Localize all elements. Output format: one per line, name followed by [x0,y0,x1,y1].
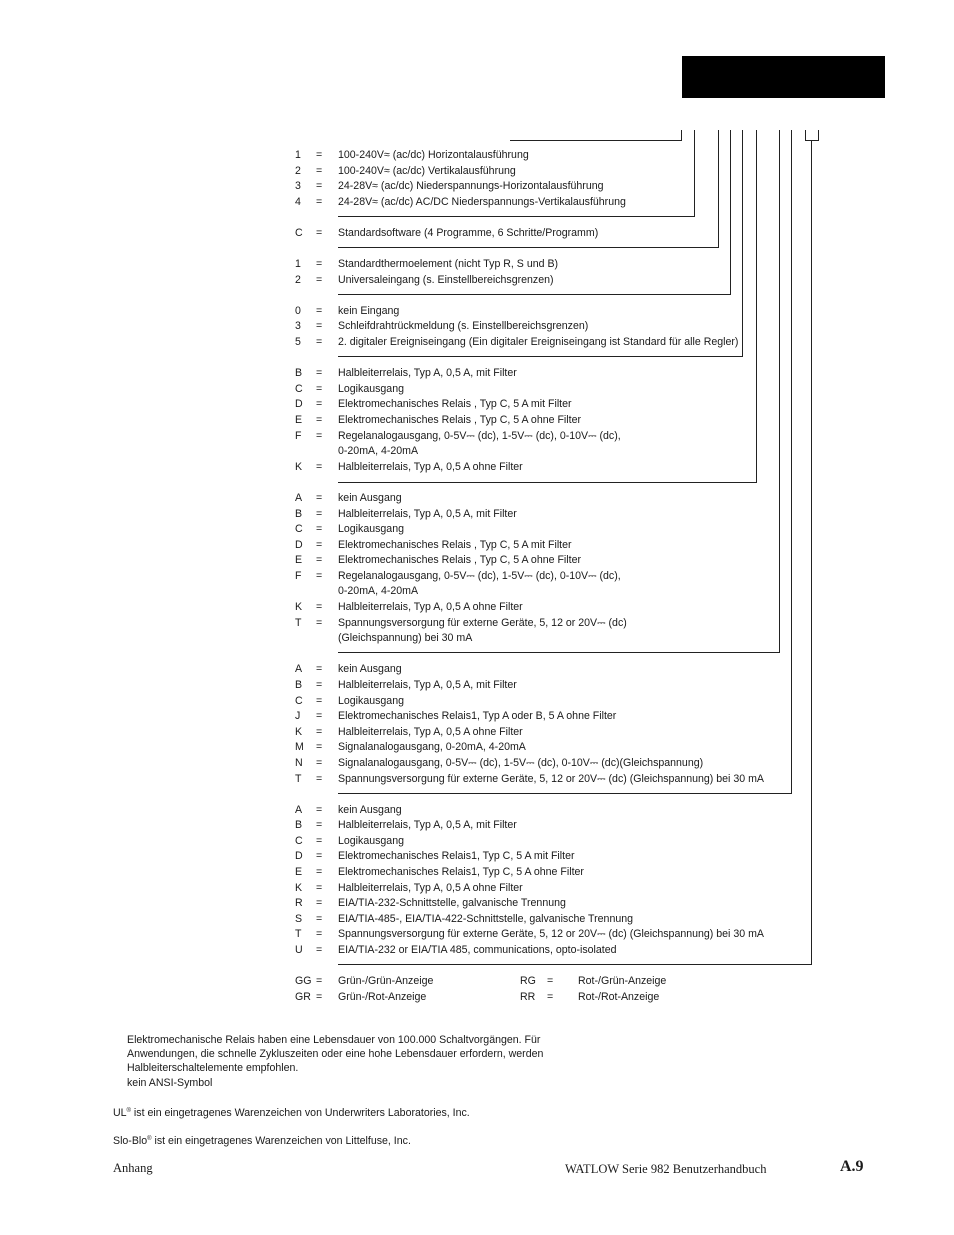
option-code: C [295,227,303,239]
equals-sign: = [316,258,323,270]
equals-sign: = [316,180,323,192]
leader-h [338,793,792,794]
footer-manual-title: WATLOW Serie 982 Benutzerhandbuch [565,1162,767,1176]
equals-sign: = [316,850,323,862]
option-code: C [295,695,303,707]
option-code: 1 [295,149,301,161]
equals-sign: = [316,430,323,442]
option-code: C [295,383,303,395]
option-description: Rot-/Rot-Anzeige [578,991,660,1003]
equals-sign: = [316,461,323,473]
equals-sign: = [316,835,323,847]
option-code: K [295,601,303,613]
option-code: S [295,913,303,925]
option-description: Spannungsversorgung für externe Geräte, 5, 12 or 20V⎓ (dc) (Gleichspannung) bei 30 mA [338,773,764,785]
option-code: K [295,461,303,473]
option-description: 2. digitaler Ereigniseingang (Ein digitaler Ereigniseingang ist Standard für alle Regler) [338,336,739,348]
option-description: Schleifdrahtrückmeldung (s. Einstellbereichsgrenzen) [338,320,589,332]
trademark-name: Slo-Blo [113,1135,148,1147]
option-description: Spannungsversorgung für externe Geräte, 5, 12 or 20V⎓ (dc) [338,617,627,629]
option-description: Halbleiterrelais, Typ A, 0,5 A ohne Filter [338,461,523,473]
equals-sign: = [316,882,323,894]
note-line: Elektromechanische Relais haben eine Lebensdauer von 100.000 Schaltvorgängen. Für [127,1034,541,1046]
option-code: E [295,554,303,566]
option-description: Grün-/Grün-Anzeige [338,975,434,987]
option-description: Elektromechanisches Relais , Typ C, 5 A mit Filter [338,398,572,410]
equals-sign: = [316,336,323,348]
option-description: Grün-/Rot-Anzeige [338,991,427,1003]
option-description: 24-28V≈ (ac/dc) AC/DC Niederspannungs-Vertikalausführung [338,196,626,208]
top-connector-line [510,140,681,141]
equals-sign: = [316,663,323,675]
leader-v [779,130,780,653]
equals-sign: = [316,819,323,831]
page-number: A.9 [840,1158,864,1175]
equals-sign: = [316,196,323,208]
equals-sign: = [316,726,323,738]
option-description: Halbleiterrelais, Typ A, 0,5 A ohne Filter [338,601,523,613]
equals-sign: = [316,398,323,410]
option-code: GR [295,991,311,1003]
option-code: E [295,866,303,878]
equals-sign: = [316,305,323,317]
leader-v [730,130,731,295]
option-description: 0-20mA, 4-20mA [338,445,419,457]
option-description: Logikausgang [338,835,404,847]
option-code: A [295,804,303,816]
leader-h [338,294,731,295]
equals-sign: = [316,866,323,878]
option-description: Logikausgang [338,383,404,395]
equals-sign: = [316,617,323,629]
option-description: EIA/TIA-232-Schnittstelle, galvanische Trennung [338,897,566,909]
leader-v [694,130,695,217]
option-code: 5 [295,336,301,348]
option-code: 1 [295,258,301,270]
option-description: kein Ausgang [338,492,402,504]
option-code: GG [295,975,312,987]
option-description: Logikausgang [338,695,404,707]
equals-sign: = [316,695,323,707]
equals-sign: = [316,165,323,177]
option-description: 0-20mA, 4-20mA [338,585,419,597]
registered-mark: ® [126,1108,131,1114]
equals-sign: = [316,897,323,909]
trademark-text: ist ein eingetragenes Warenzeichen von Underwriters Laboratories, Inc. [130,1107,470,1119]
trademark-text: ist ein eingetragenes Warenzeichen von Littelfuse, Inc. [151,1135,411,1147]
equals-sign: = [316,913,323,925]
option-code: T [295,928,302,940]
trademark-ul [113,1104,470,1120]
note-line: Anwendungen, die schnelle Zykluszeiten oder eine hohe Lebensdauer erfordern, werden [127,1048,544,1061]
option-description: Elektromechanisches Relais1, Typ C, 5 A mit Filter [338,850,575,862]
option-description: Halbleiterrelais, Typ A, 0,5 A, mit Filter [338,508,517,520]
leader-h [338,216,695,217]
option-code: D [295,539,303,551]
option-description: Standardthermoelement (nicht Typ R, S und B) [338,258,559,270]
option-code: 2 [295,274,301,286]
option-description: Regelanalogausgang, 0-5V⎓ (dc), 1-5V⎓ (dc), 0-10V⎓ (dc), [338,430,621,442]
option-code: B [295,367,303,379]
equals-sign: = [316,928,323,940]
leader-v [756,130,757,483]
equals-sign: = [316,601,323,613]
option-description: Elektromechanisches Relais1, Typ C, 5 A ohne Filter [338,866,584,878]
option-description: Spannungsversorgung für externe Geräte, 5, 12 or 20V⎓ (dc) (Gleichspannung) bei 30 mA [338,928,764,940]
option-description: kein Ausgang [338,804,402,816]
equals-sign: = [316,508,323,520]
equals-sign: = [316,804,323,816]
option-code: A [295,663,303,675]
equals-sign: = [316,320,323,332]
option-description: (Gleichspannung) bei 30 mA [338,632,473,644]
option-description: Elektromechanisches Relais , Typ C, 5 A ohne Filter [338,554,581,566]
option-code: 2 [295,165,301,177]
equals-sign: = [316,975,323,987]
equals-sign: = [316,741,323,753]
option-code: M [295,741,304,753]
option-description: 24-28V≈ (ac/dc) Niederspannungs-Horizontalausführung [338,180,604,192]
option-description: 100-240V≈ (ac/dc) Horizontalausführung [338,149,529,161]
leader-h [338,356,743,357]
option-description: Halbleiterrelais, Typ A, 0,5 A, mit Filter [338,819,517,831]
equals-sign: = [316,523,323,535]
option-description: Elektromechanisches Relais , Typ C, 5 A mit Filter [338,539,572,551]
equals-sign: = [316,679,323,691]
option-description: 100-240V≈ (ac/dc) Vertikalausführung [338,165,516,177]
option-description: EIA/TIA-232 or EIA/TIA 485, communications, opto-isolated [338,944,617,956]
leader-v [811,140,812,965]
leader-h [338,652,780,653]
option-code: D [295,398,303,410]
option-description: Regelanalogausgang, 0-5V⎓ (dc), 1-5V⎓ (dc), 0-10V⎓ (dc), [338,570,621,582]
option-description: Halbleiterrelais, Typ A, 0,5 A ohne Filter [338,882,523,894]
option-code: E [295,414,303,426]
option-code: 0 [295,305,301,317]
option-code: B [295,819,303,831]
option-code: U [295,944,303,956]
option-code: F [295,430,302,442]
option-code: T [295,773,302,785]
leader-v [791,130,792,794]
option-description: kein Ausgang [338,663,402,675]
footer-section-name: Anhang [113,1161,153,1175]
section-tab-black [682,56,885,98]
option-code: 3 [295,180,301,192]
option-code: B [295,508,303,520]
option-description: Elektromechanisches Relais , Typ C, 5 A ohne Filter [338,414,581,426]
equals-sign: = [316,944,323,956]
bracket-right [818,130,819,141]
option-description: Signalanalogausgang, 0-20mA, 4-20mA [338,741,526,753]
option-description: Standardsoftware (4 Programme, 6 Schritte/Programm) [338,227,599,239]
equals-sign: = [316,757,323,769]
bracket-bottom [805,140,819,141]
equals-sign: = [316,570,323,582]
option-description: Rot-/Grün-Anzeige [578,975,667,987]
top-tick [681,130,682,141]
equals-sign: = [316,492,323,504]
equals-sign: = [316,383,323,395]
equals-sign: = [316,414,323,426]
trademark-name: UL [113,1107,127,1119]
option-code: RR [520,991,536,1003]
equals-sign: = [316,227,323,239]
equals-sign: = [316,710,323,722]
option-description: Halbleiterrelais, Typ A, 0,5 A, mit Filter [338,367,517,379]
trademark-slo-blo [113,1132,411,1148]
option-code: J [295,710,301,722]
leader-h [338,247,719,248]
option-code: B [295,679,303,691]
option-description: Universaleingang (s. Einstellbereichsgrenzen) [338,274,554,286]
equals-sign: = [316,773,323,785]
equals-sign: = [316,149,323,161]
equals-sign: = [547,975,554,987]
equals-sign: = [316,539,323,551]
option-code: R [295,897,303,909]
registered-mark: ® [147,1136,152,1142]
option-code: T [295,617,302,629]
option-code: 3 [295,320,301,332]
leader-h [338,482,757,483]
option-description: Elektromechanisches Relais1, Typ A oder B, 5 A ohne Filter [338,710,617,722]
equals-sign: = [316,991,323,1003]
footnotes [127,1033,547,1090]
leader-h [338,964,812,965]
option-code: K [295,882,303,894]
equals-sign: = [316,274,323,286]
equals-sign: = [547,991,554,1003]
equals-sign: = [316,367,323,379]
option-description: Logikausgang [338,523,404,535]
note-line: kein ANSI-Symbol [127,1076,213,1089]
option-description: Signalanalogausgang, 0-5V⎓ (dc), 1-5V⎓ (dc), 0-10V⎓ (dc)(Gleichspannung) [338,757,704,769]
option-code: 4 [295,196,301,208]
option-code: C [295,523,303,535]
note-line: Halbleiterschaltelemente empfohlen. [127,1062,299,1075]
option-code: D [295,850,303,862]
equals-sign: = [316,554,323,566]
option-code: C [295,835,303,847]
option-code: K [295,726,303,738]
option-description: EIA/TIA-485-, EIA/TIA-422-Schnittstelle, galvanische Trennung [338,913,634,925]
leader-v [742,130,743,357]
option-description: Halbleiterrelais, Typ A, 0,5 A ohne Filter [338,726,523,738]
option-code: N [295,757,303,769]
option-code: RG [520,975,536,987]
option-description: Halbleiterrelais, Typ A, 0,5 A, mit Filter [338,679,517,691]
option-code: F [295,570,302,582]
leader-v [718,130,719,248]
option-code: A [295,492,303,504]
option-description: kein Eingang [338,305,400,317]
